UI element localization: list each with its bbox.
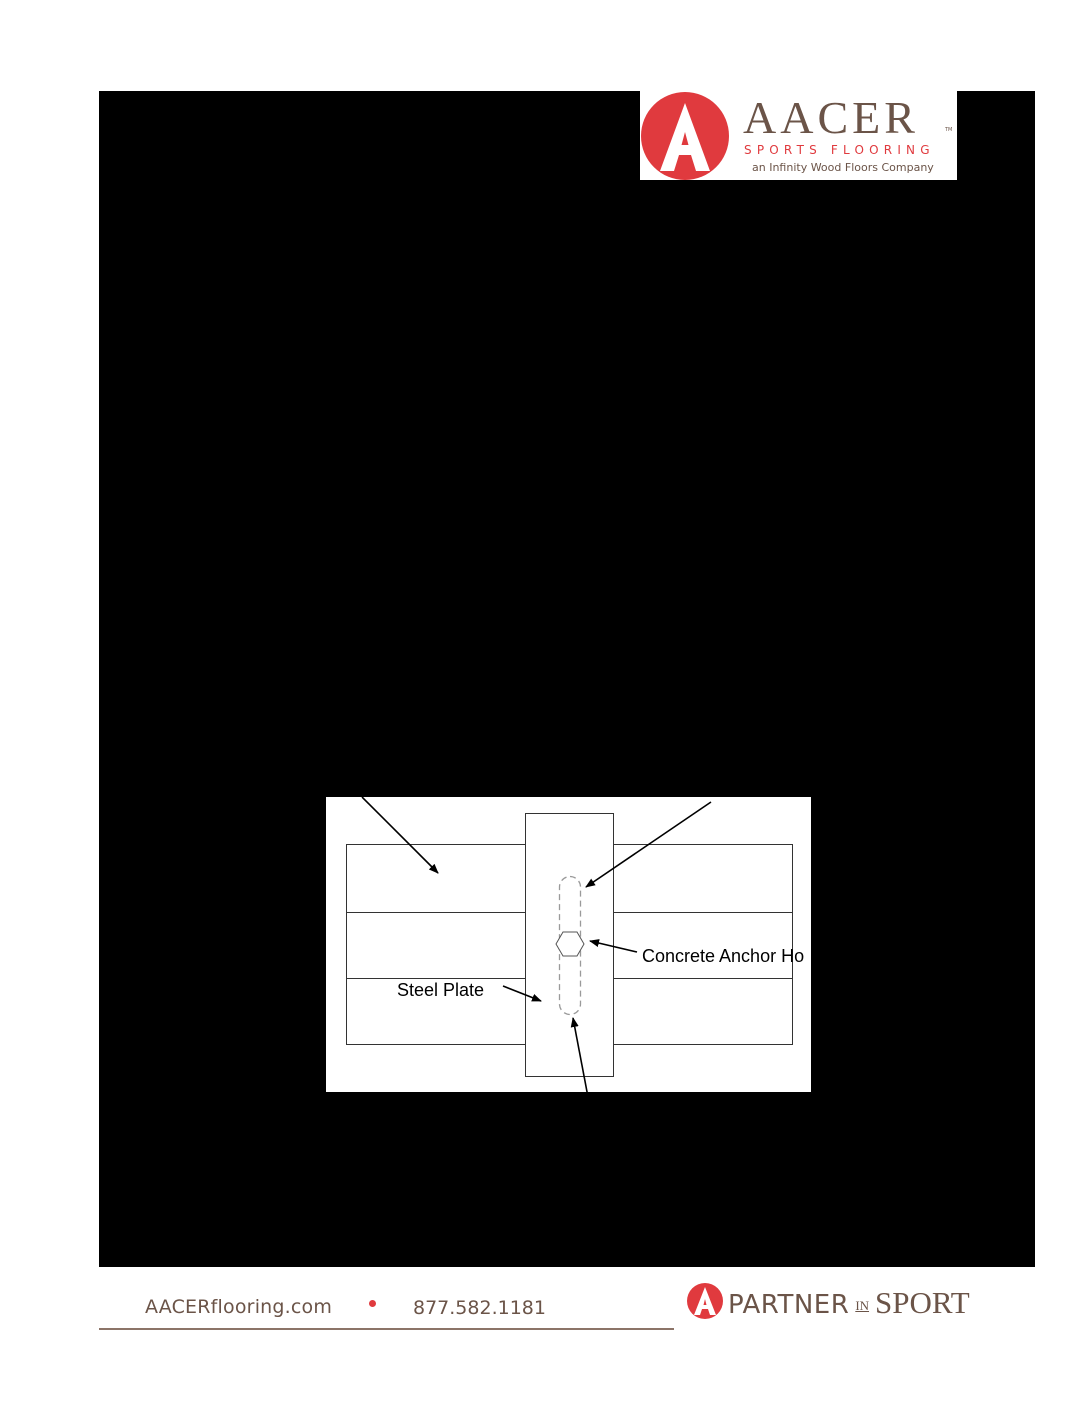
pointer-arrow-floor-board (362, 797, 438, 873)
label-steel-plate: Steel Plate (397, 980, 485, 1000)
logo-tagline: SPORTS FLOORING (744, 143, 935, 157)
tagline-word-partner: PARTNER (728, 1290, 850, 1320)
anchor-plate-drawing (326, 797, 811, 1092)
logo-trademark: TM (945, 127, 953, 133)
tagline-word-in: IN (855, 1298, 870, 1313)
logo-subtitle: an Infinity Wood Floors Company (752, 161, 934, 174)
partner-tagline-text (728, 1286, 970, 1323)
partner-a-mark-icon (686, 1282, 724, 1320)
tagline-word-sport: SPORT (875, 1285, 970, 1320)
footer-bullet-separator (369, 1300, 376, 1307)
partner-in-sport-tagline (686, 1282, 1036, 1324)
aacer-logo (640, 91, 957, 180)
logo-brand-text: AACER (743, 92, 919, 143)
aacer-logo-graphic (640, 91, 957, 180)
footer-divider-line (99, 1328, 674, 1330)
label-concrete-anchor: Concrete Anchor Ho (642, 946, 805, 966)
footer-phone[interactable]: 877.582.1181 (413, 1297, 546, 1319)
footer-website[interactable]: AACERflooring.com (145, 1296, 333, 1318)
anchor-plate-diagram (326, 797, 811, 1092)
